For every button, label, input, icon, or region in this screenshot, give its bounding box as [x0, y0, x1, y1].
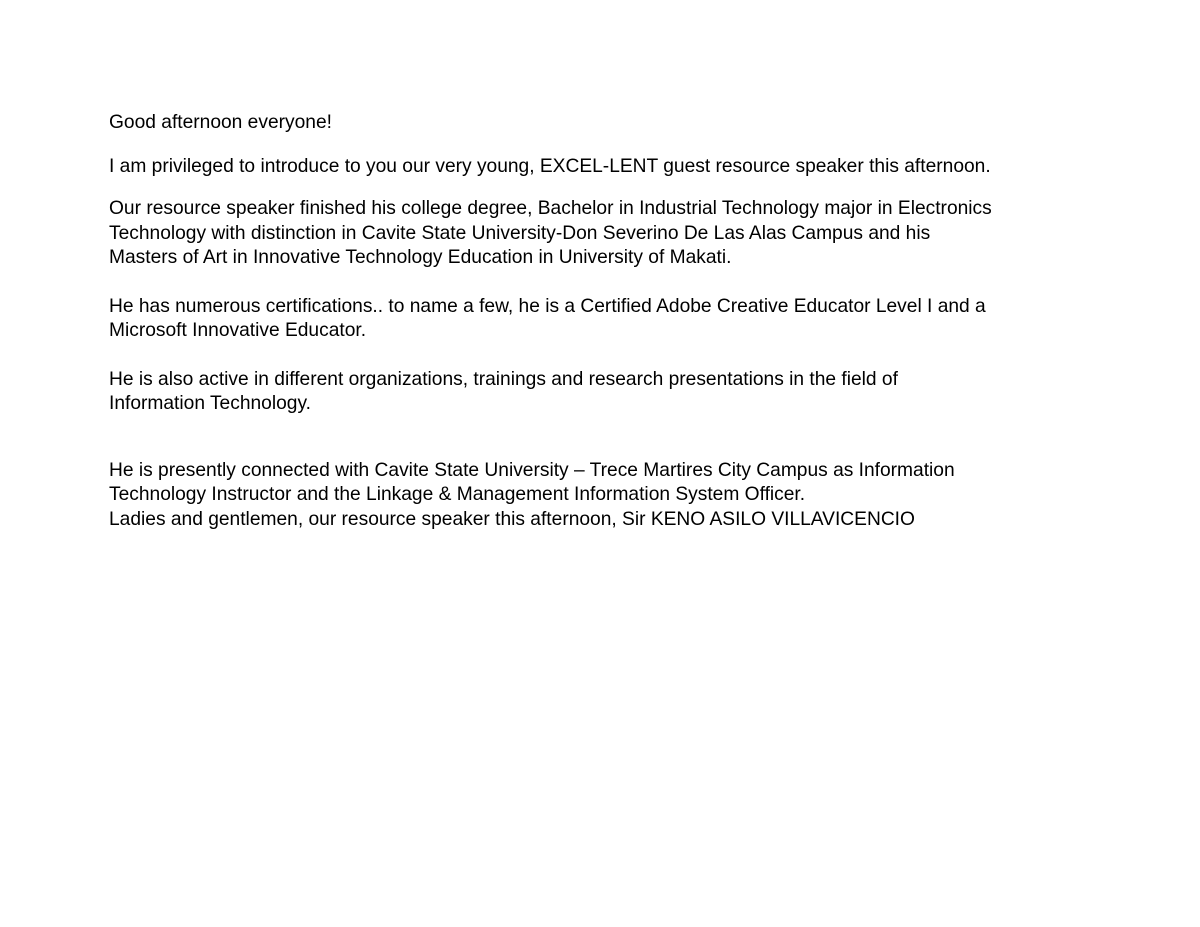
- activities-line-1: He is also active in different organizations, trainings and research presentations in the field of: [109, 368, 898, 390]
- intro-paragraph: [109, 155, 1109, 180]
- greeting-line: Good afternoon everyone!: [109, 112, 332, 133]
- document-body: [109, 111, 1109, 532]
- position-line-1: He is presently connected with Cavite State University – Trece Martires City Campus as Information: [109, 459, 955, 481]
- certifications-line-1: He has numerous certifications.. to name a few, he is a Certified Adobe Creative Educator Level I and a: [109, 295, 986, 317]
- education-paragraph: [109, 197, 1109, 271]
- certifications-paragraph: [109, 295, 1109, 344]
- education-line-3: Masters of Art in Innovative Technology Education in University of Makati.: [109, 247, 732, 268]
- position-paragraph: [109, 459, 1109, 533]
- education-line-1: Our resource speaker finished his college degree, Bachelor in Industrial Technology major in Electronics: [109, 198, 992, 219]
- intro-line: I am privileged to introduce to you our very young, EXCEL-LENT guest resource speaker this afternoon.: [109, 155, 991, 177]
- greeting-paragraph: [109, 111, 1109, 136]
- activities-paragraph: [109, 368, 1109, 417]
- education-line-2: Technology with distinction in Cavite State University-Don Severino De Las Alas Campus and his: [109, 222, 931, 244]
- activities-line-2: Information Technology.: [109, 393, 311, 414]
- position-line-2: Technology Instructor and the Linkage & Management Information System Officer.: [109, 484, 806, 505]
- closing-line: Ladies and gentlemen, our resource speaker this afternoon, Sir KENO ASILO VILLAVICENCIO: [109, 508, 915, 530]
- certifications-line-2: Microsoft Innovative Educator.: [109, 320, 367, 341]
